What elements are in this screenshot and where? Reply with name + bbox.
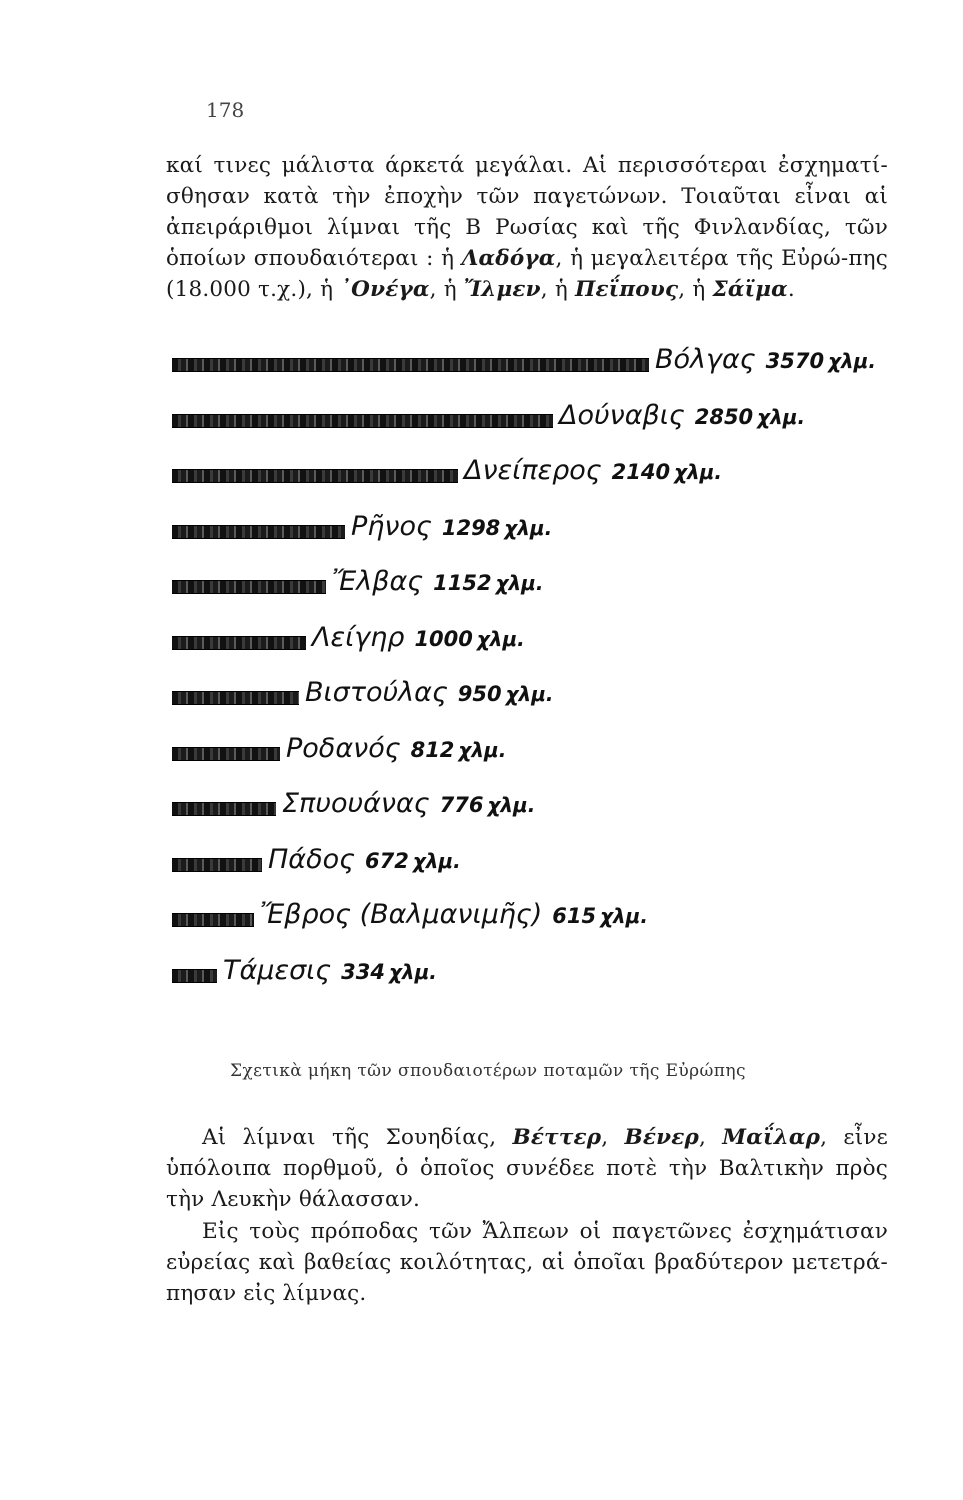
lake-name-vetter: Βέττερ bbox=[512, 1125, 602, 1150]
river-name: Βόλγας bbox=[655, 344, 756, 375]
river-bar bbox=[172, 691, 299, 705]
river-name: Ἔβρος (Βαλμανιμῆς) bbox=[260, 899, 543, 930]
river-label bbox=[312, 622, 525, 653]
unit-label: χλμ. bbox=[600, 904, 648, 928]
river-length-value: 334 bbox=[341, 959, 386, 984]
river-bar bbox=[172, 802, 276, 816]
lake-name-ilmen: Ἴλμεν bbox=[463, 277, 541, 302]
river-length-value: 2850 bbox=[694, 404, 754, 429]
unit-label: χλμ. bbox=[505, 682, 554, 706]
river-length-value: 672 bbox=[365, 848, 409, 873]
river-bar bbox=[172, 969, 217, 983]
river-length-value: 1152 bbox=[433, 571, 492, 595]
text-run: Αἱ λίμναι τῆς Σουηδίας, bbox=[202, 1125, 513, 1150]
text-run: , bbox=[601, 1125, 625, 1150]
river-length-value: 1000 bbox=[414, 626, 473, 651]
river-length-value: 776 bbox=[439, 793, 484, 817]
river-name: Βιστούλας bbox=[305, 677, 448, 708]
river-label bbox=[282, 788, 535, 819]
river-name: Ἔλβας bbox=[332, 566, 424, 597]
river-label bbox=[260, 899, 648, 930]
river-length-value: 615 bbox=[552, 904, 597, 928]
lake-name-saima: Σάϊμα bbox=[712, 277, 788, 302]
river-label bbox=[223, 955, 437, 986]
river-label bbox=[268, 844, 461, 875]
river-name: Ρῆνος bbox=[351, 510, 432, 542]
river-label bbox=[559, 400, 805, 431]
intro-paragraph bbox=[166, 150, 888, 305]
unit-label: χλμ. bbox=[495, 571, 544, 595]
lake-name-onega: ᾽Ονέγα bbox=[340, 277, 430, 302]
text-run: . bbox=[787, 277, 795, 302]
text-run: , εἶνε ὑπόλοιπα πορθμοῦ, ὁ ὁποῖος συνέδεε ποτὲ τὴν Βαλτικὴν πρὸς τὴν Λευκὴν θάλασσαν. bbox=[166, 1125, 888, 1212]
alps-paragraph: Εἰς τοὺς πρόποδας τῶν Ἄλπεων οἱ παγετῶνες ἐσχημάτισαν εὐρείας καὶ βαθείας κοιλότητας, αἱ ὁποῖαι βραδύτερον μετετρά-πησαν εἰς λίμνας. bbox=[166, 1219, 888, 1306]
text-run: , ἡ bbox=[540, 277, 575, 302]
river-bar bbox=[172, 580, 326, 594]
text-run: καί τινες μάλιστα άρκετά μεγάλαι. Αἱ περισσότεραι ἐσχηματί-σθησαν κατὰ τὴν ἐποχὴν τῶν παγετώνων. Τοιαῦται εἶναι αἱ ἀπειράριθμοι λίμναι τῆς Β Ρωσίας καὶ τῆς Φινλανδίας, τῶν ὁποίων σπουδαιότεραι : ἡ bbox=[166, 153, 888, 271]
unit-label: χλμ. bbox=[757, 404, 806, 429]
river-label bbox=[305, 677, 554, 708]
river-bar bbox=[172, 469, 458, 483]
river-bar bbox=[172, 525, 345, 539]
river-length-value: 3570 bbox=[765, 349, 825, 373]
river-name: Τάμεσις bbox=[223, 954, 332, 986]
river-name: Δνείπερος bbox=[464, 455, 602, 486]
river-name: Δούναβις bbox=[559, 399, 685, 431]
unit-label: χλμ. bbox=[412, 848, 461, 873]
page-number: 178 bbox=[206, 98, 245, 122]
river-length-chart bbox=[0, 340, 963, 1040]
unit-label: χλμ. bbox=[674, 460, 722, 484]
river-label bbox=[332, 566, 543, 597]
river-length-value: 812 bbox=[410, 737, 455, 762]
unit-label: χλμ. bbox=[828, 349, 876, 373]
lake-name-mailar: Μαΐλαρ bbox=[722, 1125, 821, 1150]
river-name: Ροδανός bbox=[286, 732, 401, 764]
text-run: , ἡ μεγαλειτέρα τῆς Εὐρώ-πης (18.000 τ.χ.), ἡ bbox=[166, 246, 888, 302]
river-bar bbox=[172, 636, 306, 650]
unit-label: χλμ. bbox=[389, 959, 437, 984]
unit-label: χλμ. bbox=[487, 793, 536, 817]
river-bar bbox=[172, 747, 280, 761]
river-length-value: 950 bbox=[457, 682, 502, 706]
unit-label: χλμ. bbox=[504, 515, 553, 540]
lake-name-vener: Βένερ bbox=[624, 1125, 700, 1150]
lake-name-ladoga: Λαδόγα bbox=[461, 246, 556, 271]
river-bar bbox=[172, 858, 262, 872]
river-name: Πάδος bbox=[268, 843, 355, 875]
unit-label: χλμ. bbox=[458, 737, 507, 762]
unit-label: χλμ. bbox=[476, 626, 525, 651]
river-label bbox=[351, 511, 552, 542]
river-label bbox=[655, 344, 876, 375]
sweden-lakes-paragraph bbox=[166, 1122, 888, 1215]
river-length-value: 1298 bbox=[441, 515, 501, 540]
river-name: Λείγηρ bbox=[312, 621, 405, 653]
text-run: , ἡ bbox=[678, 277, 713, 302]
chart-caption: Σχετικὰ μήκη τῶν σπουδαιοτέρων ποταμῶν τῆς Εὐρώπης bbox=[230, 1061, 746, 1081]
river-bar bbox=[172, 913, 254, 927]
river-bar bbox=[172, 358, 649, 372]
text-run: , bbox=[699, 1125, 723, 1150]
river-bar bbox=[172, 414, 553, 428]
text-run: , ἡ bbox=[429, 277, 464, 302]
river-label bbox=[286, 733, 506, 764]
river-name: Σπυουάνας bbox=[282, 788, 430, 819]
river-label bbox=[464, 455, 722, 486]
lake-name-peipus: Πεΐπους bbox=[574, 277, 679, 302]
river-length-value: 2140 bbox=[611, 460, 671, 484]
